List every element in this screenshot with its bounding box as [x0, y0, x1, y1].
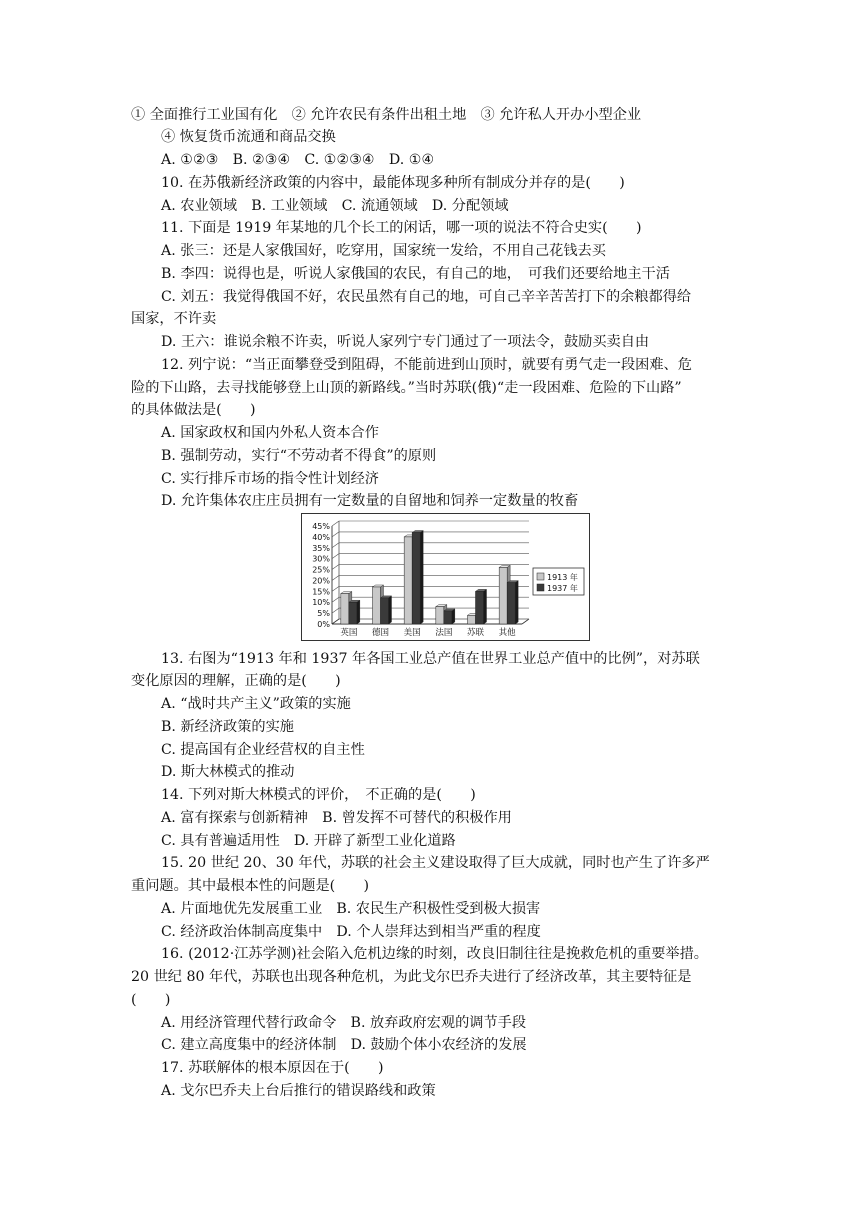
chart-y-tick-label: 30% [312, 554, 330, 564]
chart-bar-1-0 [373, 587, 381, 624]
q9-options-line-1: ① 全面推行工业国有化 ② 允许农民有条件出租土地 ③ 允许私人开办小型企业 [131, 107, 642, 123]
q10-answers: A. 农业领域 B. 工业领域 C. 流通领域 D. 分配领域 [161, 198, 509, 214]
chart-bar-side [515, 581, 518, 624]
q9-options-line-2: ④ 恢复货币流通和商品交换 [161, 129, 336, 145]
chart-x-tick-label: 德国 [371, 628, 390, 638]
q15-options-ab: A. 片面地优先发展重工业 B. 农民生产积极性受到极大损害 [161, 901, 541, 917]
chart-floor-edge-right [522, 619, 529, 624]
chart-legend-label: 1937 年 [547, 584, 578, 593]
chart-gridline-side [332, 532, 339, 537]
chart-bar-0-1 [349, 602, 357, 624]
chart-y-tick-label: 35% [312, 543, 330, 553]
chart-legend-label: 1913 年 [547, 573, 578, 582]
chart-bar-5-1 [507, 583, 515, 624]
q13-stem-cont: 变化原因的理解，正确的是( ) [131, 673, 341, 689]
chart-gridline-side [332, 597, 339, 602]
q14-stem: 14. 下列对斯大林模式的评价， 不正确的是( ) [161, 787, 476, 803]
chart-legend-swatch [537, 573, 544, 580]
chart-y-tick-label: 5% [317, 609, 330, 619]
q16-stem: 16. (2012·江苏学测)社会陷入危机边缘的时刻，改良旧制往往是挽救危机的重要举措。 [161, 946, 708, 962]
chart-gridline-side [332, 554, 339, 559]
chart-bar-side [357, 600, 360, 624]
chart-bar-2-1 [412, 533, 420, 624]
chart-y-tick-label: 0% [317, 620, 330, 629]
chart-y-tick-label: 20% [312, 576, 330, 586]
q12-option-c: C. 实行排斥市场的指令性计划经济 [161, 471, 379, 487]
q13-option-d: D. 斯大林模式的推动 [161, 764, 295, 780]
chart-gridline-side [332, 608, 339, 613]
q11-option-b: B. 李四：说得也是，听说人家俄国的农民，有自己的地， 可我们还要给地主干活 [161, 266, 670, 282]
q9-answers: A. ①②③ B. ②③④ C. ①②③④ D. ①④ [161, 152, 435, 168]
q14-options-cd: C. 具有普遍适用性 D. 开辟了新型工业化道路 [161, 833, 456, 849]
chart-bar-4-1 [476, 591, 484, 624]
chart-x-tick-label: 美国 [403, 628, 421, 638]
q11-option-d: D. 王六：谁说余粮不许卖，听说人家列宁专门通过了一项法令，鼓励买卖自由 [161, 334, 650, 350]
q13-option-a: A. “战时共产主义”政策的实施 [161, 696, 351, 712]
q13-option-c: C. 提高国有企业经营权的自主性 [161, 742, 365, 758]
chart-bar-side [420, 531, 423, 624]
q16-options-ab: A. 用经济管理代替行政命令 B. 放弃政府宏观的调节手段 [161, 1015, 527, 1031]
chart-bar-5-0 [499, 567, 507, 624]
chart-gridline-side [332, 565, 339, 570]
chart-bar-4-0 [468, 615, 476, 624]
chart-x-tick-label: 英国 [340, 628, 358, 638]
chart-bar-side [484, 589, 487, 624]
chart-bar-2-0 [404, 537, 412, 624]
chart-bar-3-1 [444, 611, 452, 624]
q16-options-cd: C. 建立高度集中的经济体制 D. 鼓励个体小农经济的发展 [161, 1037, 527, 1053]
chart-bar-3-0 [436, 607, 444, 624]
chart-gridline-side [332, 586, 339, 591]
chart-floor-edge [332, 619, 339, 624]
chart-gridline-side [332, 543, 339, 548]
q16-paren: ( ) [131, 992, 171, 1008]
q12-option-b: B. 强制劳动，实行“不劳动者不得食”的原则 [161, 448, 437, 464]
chart-x-tick-label: 法国 [435, 628, 453, 638]
q12-stem-cont-2: 的具体做法是( ) [131, 402, 256, 418]
chart-gridline-side [332, 521, 339, 526]
chart-svg [302, 514, 589, 640]
q13-option-b: B. 新经济政策的实施 [161, 719, 294, 735]
chart-x-tick-label: 苏联 [466, 628, 485, 638]
chart-bar-side [389, 596, 392, 624]
chart-bar-1-1 [381, 598, 389, 624]
chart-x-tick-label: 其他 [498, 628, 516, 638]
q12-stem: 12. 列宁说：“当正面攀登受到阻碍，不能前进到山顶时，就要有勇气走一段困难、危 [161, 357, 692, 373]
q10-stem: 10. 在苏俄新经济政策的内容中，最能体现多种所有制成分并存的是( ) [161, 175, 625, 191]
q11-option-c: C. 刘五：我觉得俄国不好，农民虽然有自己的地，可自己辛辛苦苦打下的余粮都得给 [161, 289, 692, 305]
chart-y-tick-label: 10% [312, 598, 330, 608]
q12-option-a: A. 国家政权和国内外私人资本合作 [161, 425, 379, 441]
chart-y-tick-label: 25% [312, 565, 330, 575]
q15-stem-cont: 重问题。其中最根本性的问题是( ) [131, 878, 370, 894]
chart-bar-side [452, 609, 455, 624]
q11-option-a: A. 张三：还是人家俄国好，吃穿用，国家统一发给，不用自己花钱去买 [161, 243, 606, 259]
chart-gridline-side [332, 575, 339, 580]
q15-options-cd: C. 经济政治体制高度集中 D. 个人崇拜达到相当严重的程度 [161, 924, 541, 940]
q12-stem-cont-1: 险的下山路，去寻找能够登上山顶的新路线。”当时苏联(俄)“走一段困难、危险的下山路” [131, 380, 682, 396]
chart-y-tick-label: 15% [312, 587, 330, 597]
chart-legend-swatch [537, 584, 544, 591]
q16-stem-cont: 20 世纪 80 年代，苏联也出现各种危机，为此戈尔巴乔夫进行了经济改革，其主要特征是 [131, 969, 692, 985]
q11-option-c-cont: 国家，不许卖 [131, 311, 217, 327]
q12-option-d: D. 允许集体农庄庄员拥有一定数量的自留地和饲养一定数量的牧畜 [161, 493, 579, 509]
q13-stem: 13. 右图为“1913 年和 1937 年各国工业总产值在世界工业总产值中的比例”，对苏联 [161, 651, 700, 667]
chart-bar-0-0 [341, 594, 349, 624]
industry-share-chart [301, 513, 590, 641]
q15-stem: 15. 20 世纪 20、30 年代，苏联的社会主义建设取得了巨大成就，同时也产生了许多严 [161, 855, 710, 871]
chart-y-tick-label: 45% [312, 522, 330, 531]
chart-y-tick-label: 40% [312, 532, 330, 542]
q14-options-ab: A. 富有探索与创新精神 B. 曾发挥不可替代的积极作用 [161, 810, 512, 826]
q17-option-a: A. 戈尔巴乔夫上台后推行的错误路线和政策 [161, 1083, 436, 1099]
q17-stem: 17. 苏联解体的根本原因在于( ) [161, 1060, 384, 1076]
q11-stem: 11. 下面是 1919 年某地的几个长工的闲话，哪一项的说法不符合史实( ) [161, 220, 642, 236]
